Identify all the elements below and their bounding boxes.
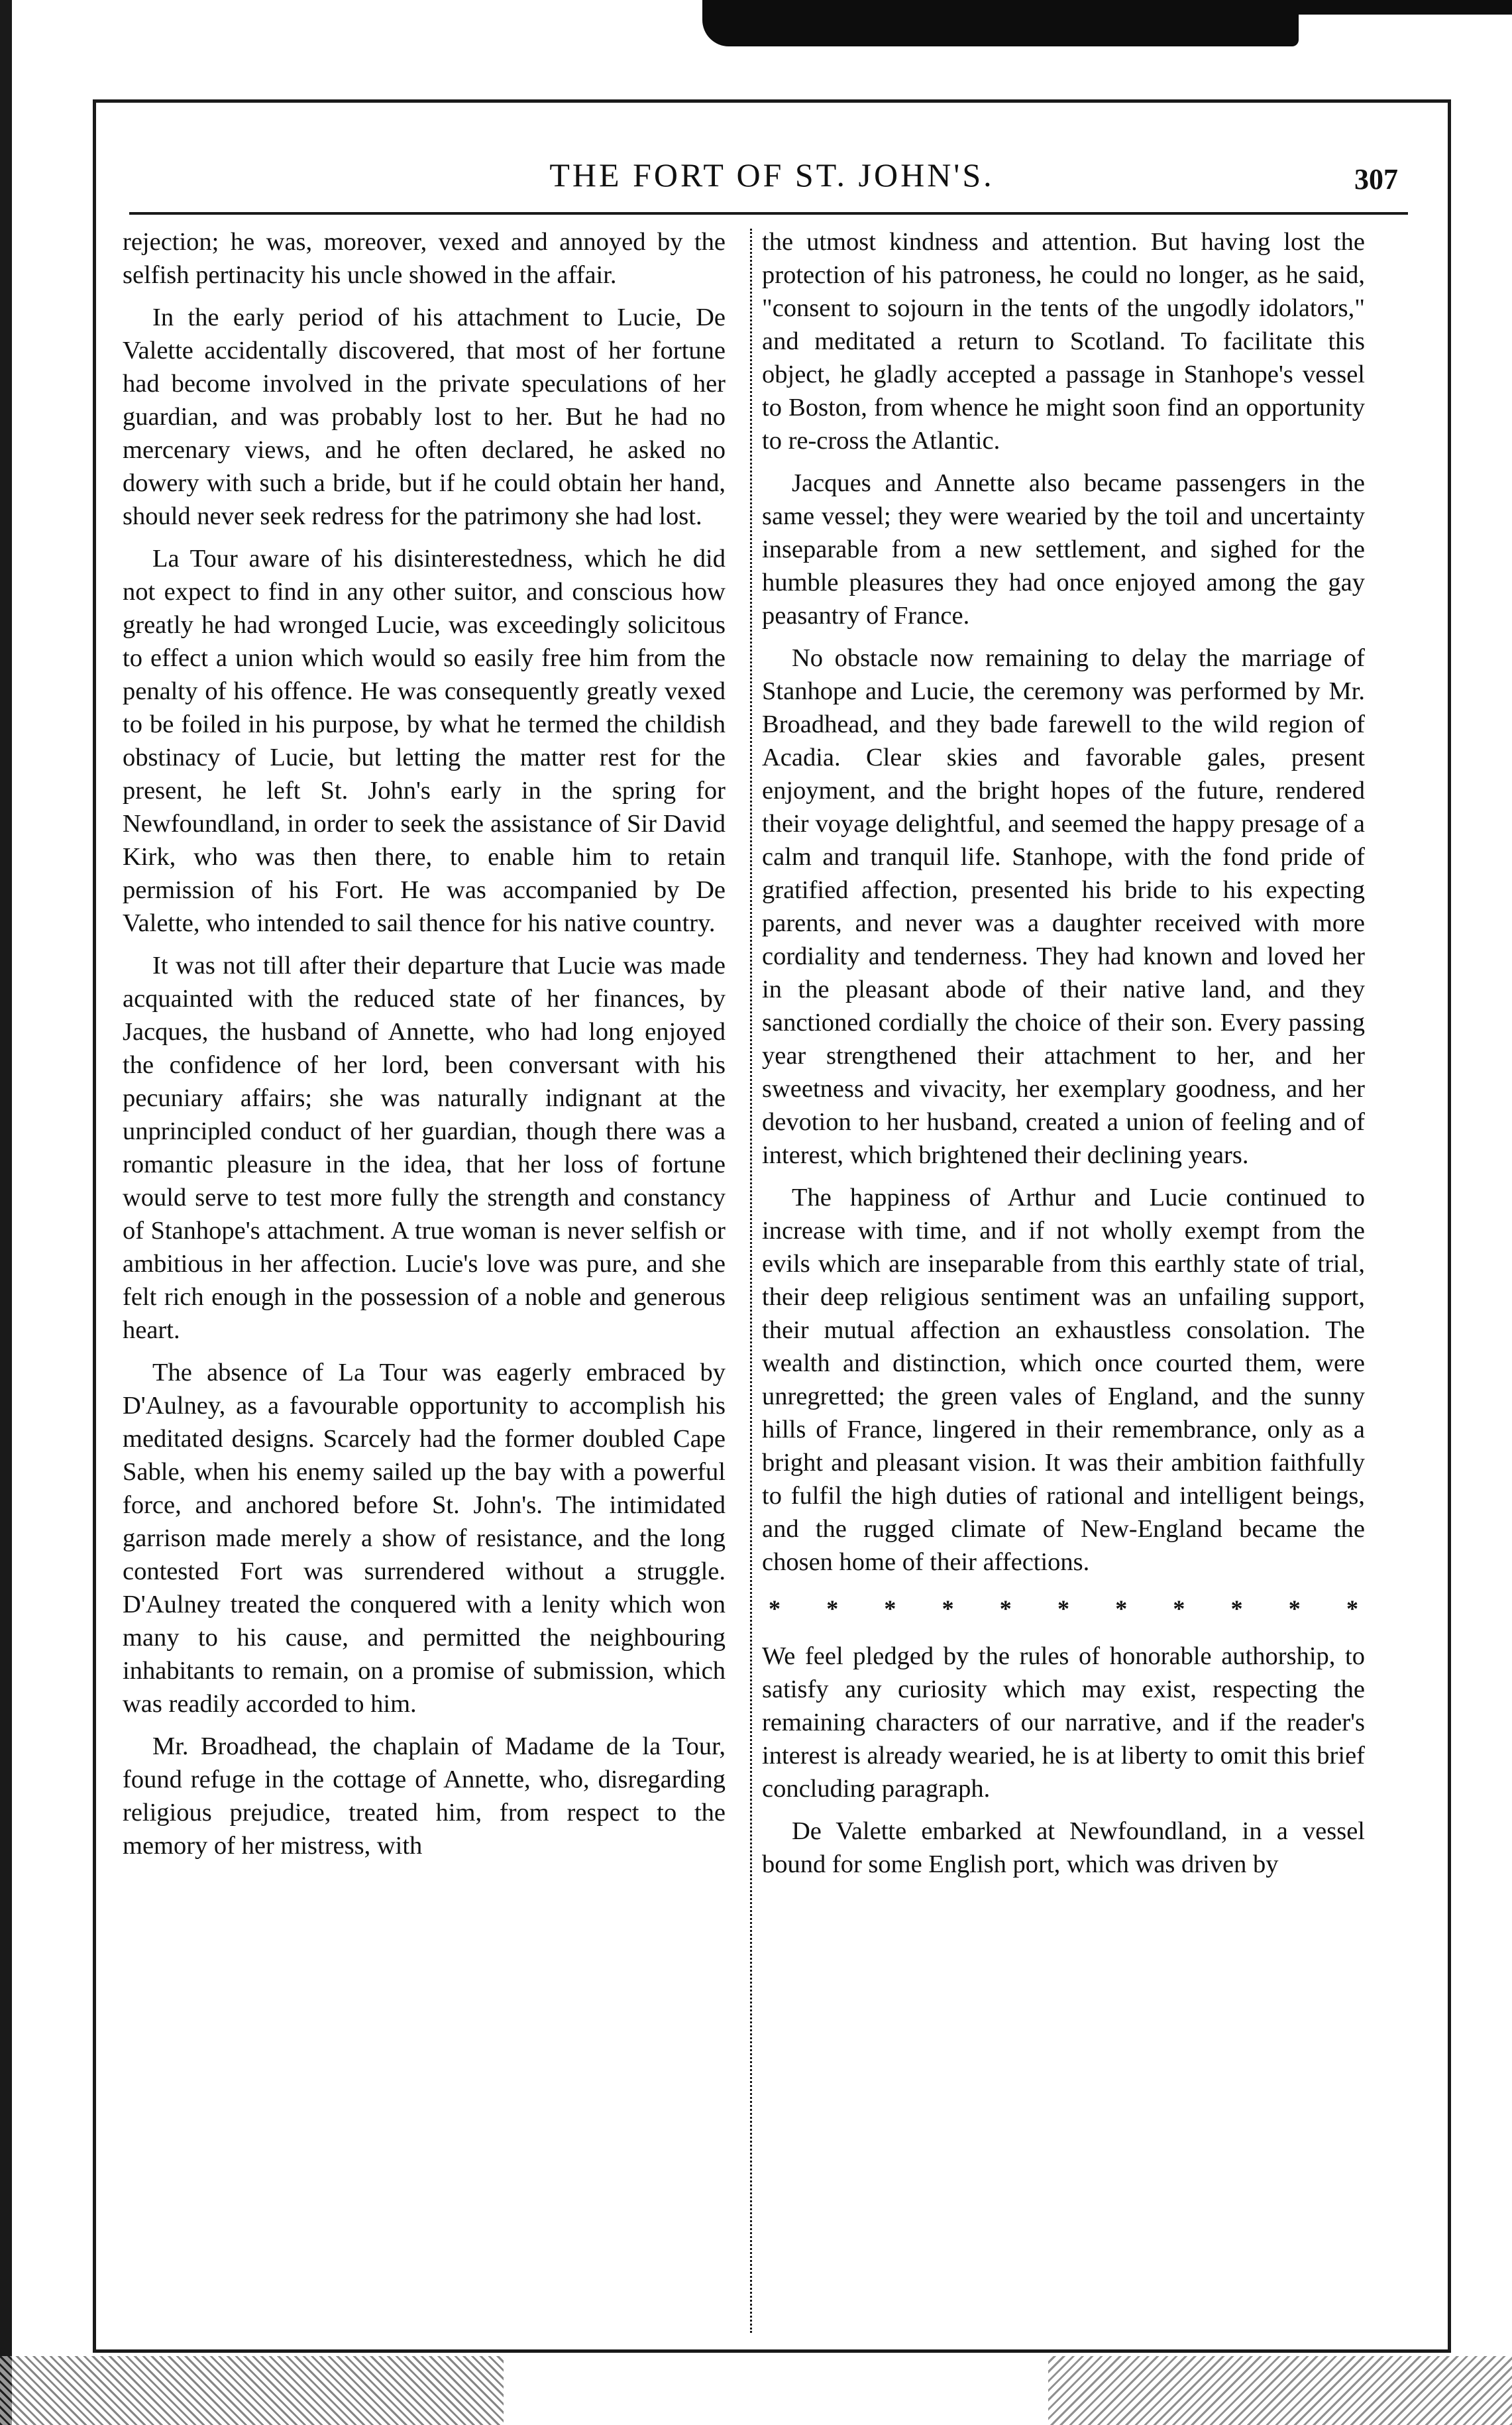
header-rule bbox=[129, 212, 1408, 215]
page-header bbox=[119, 156, 1425, 202]
running-title: THE FORT OF ST. JOHN'S. bbox=[549, 156, 995, 194]
paragraph: De Valette embarked at Newfoundland, in a vessel bound for some English port, which was driven by bbox=[762, 1817, 1365, 1878]
paragraph: It was not till after their departure that Lucie was made acquainted with the reduced state of her finances, by Jacques, the husband of Annette, who had long enjoyed the confidence of her lord, been conversant with his pecuniary affairs; she was naturally indignant at the unprincipled conduct of her guardian, though there was a romantic pleasure in the idea, that her loss of fortune would serve to test more fully the strength and constancy of Stanhope's attachment. A true woman is never selfish or ambitious in her affection. Lucie's love was pure, and she felt rich enough in the possession of a noble and generous heart. bbox=[123, 952, 726, 1344]
book-spine-edge bbox=[0, 0, 12, 2425]
column-divider bbox=[750, 229, 752, 2333]
paragraph: No obstacle now remaining to delay the marriage of Stanhope and Lucie, the ceremony was performed by Mr. Broadhead, and they bade farewell to the wild region of Acadia. Clear skies and favorable gales, present enjoyment, and the bright hopes of the future, rendered their voyage delightful, and seemed the happy presage of a calm and tranquil life. Stanhope, with the fond pride of gratified affection, presented his bride to his expecting parents, and never was a daughter received with more cordiality and tenderness. They had known and loved her in the pleasant abode of their native land, and they sanctioned cordially the choice of their son. Every passing year strengthened their attachment to her, and her sweetness and vivacity, her exemplary goodness, and her devotion to her husband, created a union of feeling and of interest, which brightened their declining years. bbox=[762, 644, 1365, 1169]
right-column bbox=[762, 225, 1365, 1881]
paragraph: La Tour aware of his disinterestedness, which he did not expect to find in any other suitor, and conscious how greatly he had wronged Lucie, was exceedingly solicitous to effect a union which would so easily free him from the penalty of his offence. He was consequently greatly vexed to be foiled in his purpose, by what he termed the childish obstinacy of Lucie, but letting the matter rest for the present, he left St. John's early in the spring for Newfoundland, in order to seek the assistance of Sir David Kirk, who was then there, to enable him to retain permission of his Fort. He was accompanied by De Valette, who intended to sail thence for his native country. bbox=[123, 545, 726, 937]
page-number: 307 bbox=[1354, 163, 1398, 196]
scan-smudge bbox=[1048, 2356, 1512, 2425]
section-separator: * * * * * * * * * * * bbox=[769, 1595, 1358, 1622]
scan-smudge bbox=[0, 2356, 504, 2425]
paragraph: Mr. Broadhead, the chaplain of Madame de la Tour, found refuge in the cottage of Annette, who, disregarding religious prejudice, treated him, from respect to the memory of her mistress, with bbox=[123, 1732, 726, 1860]
paragraph: Jacques and Annette also became passengers in the same vessel; they were wearied by the toil and uncertainty inseparable from a new settlement, and sighed for the humble pleasures they had once enjoyed among the gay peasantry of France. bbox=[762, 469, 1365, 630]
scan-ink-edge bbox=[1299, 0, 1512, 15]
paragraph: the utmost kindness and attention. But having lost the protection of his patroness, he could no longer, as he said, "consent to sojourn in the tents of the ungodly idolators," and meditated a return to Scotland. To facilitate this object, he gladly accepted a passage in Stanhope's vessel to Boston, from whence he might soon find an opportunity to re-cross the Atlantic. bbox=[762, 228, 1365, 455]
paragraph: In the early period of his attachment to Lucie, De Valette accidentally discovered, that most of her fortune had become involved in the private speculations of her guardian, and was probably lost to her. But he had no mercenary views, and he often declared, he asked no dowery with such a bride, but if he could obtain her hand, should never seek redress for the patrimony she had lost. bbox=[123, 304, 726, 530]
left-column bbox=[123, 225, 726, 1862]
paragraph: We feel pledged by the rules of honorable authorship, to satisfy any curiosity which may exist, respecting the remaining characters of our narrative, and if the reader's interest is already wearied, he is at liberty to omit this brief concluding paragraph. bbox=[762, 1642, 1365, 1803]
paragraph: The happiness of Arthur and Lucie continued to increase with time, and if not wholly exempt from the evils which are inseparable from this earthly state of trial, their deep religious sentiment was an unfailing support, their mutual affection an exhaustless consolation. The wealth and distinction, which once courted them, were unregretted; the green vales of England, and the sunny hills of France, lingered in their remembrance, only as a bright and pleasant vision. It was their ambition faithfully to fulfil the high duties of rational and intelligent beings, and the rugged climate of New-England became the chosen home of their affections. bbox=[762, 1184, 1365, 1576]
paragraph: The absence of La Tour was eagerly embraced by D'Aulney, as a favourable opportunity to accomplish his meditated designs. Scarcely had the former doubled Cape Sable, when his enemy sailed up the bay with a powerful force, and anchored before St. John's. The intimidated garrison made merely a show of resistance, and the long contested Fort was surrendered without a struggle. D'Aulney treated the conquered with a lenity which won many to his cause, and permitted the neighbouring inhabitants to remain, on a promise of submission, which was readily accorded to him. bbox=[123, 1359, 726, 1718]
paragraph: rejection; he was, moreover, vexed and annoyed by the selfish pertinacity his uncle showed in the affair. bbox=[123, 228, 726, 289]
scan-ink-blot bbox=[702, 0, 1299, 46]
